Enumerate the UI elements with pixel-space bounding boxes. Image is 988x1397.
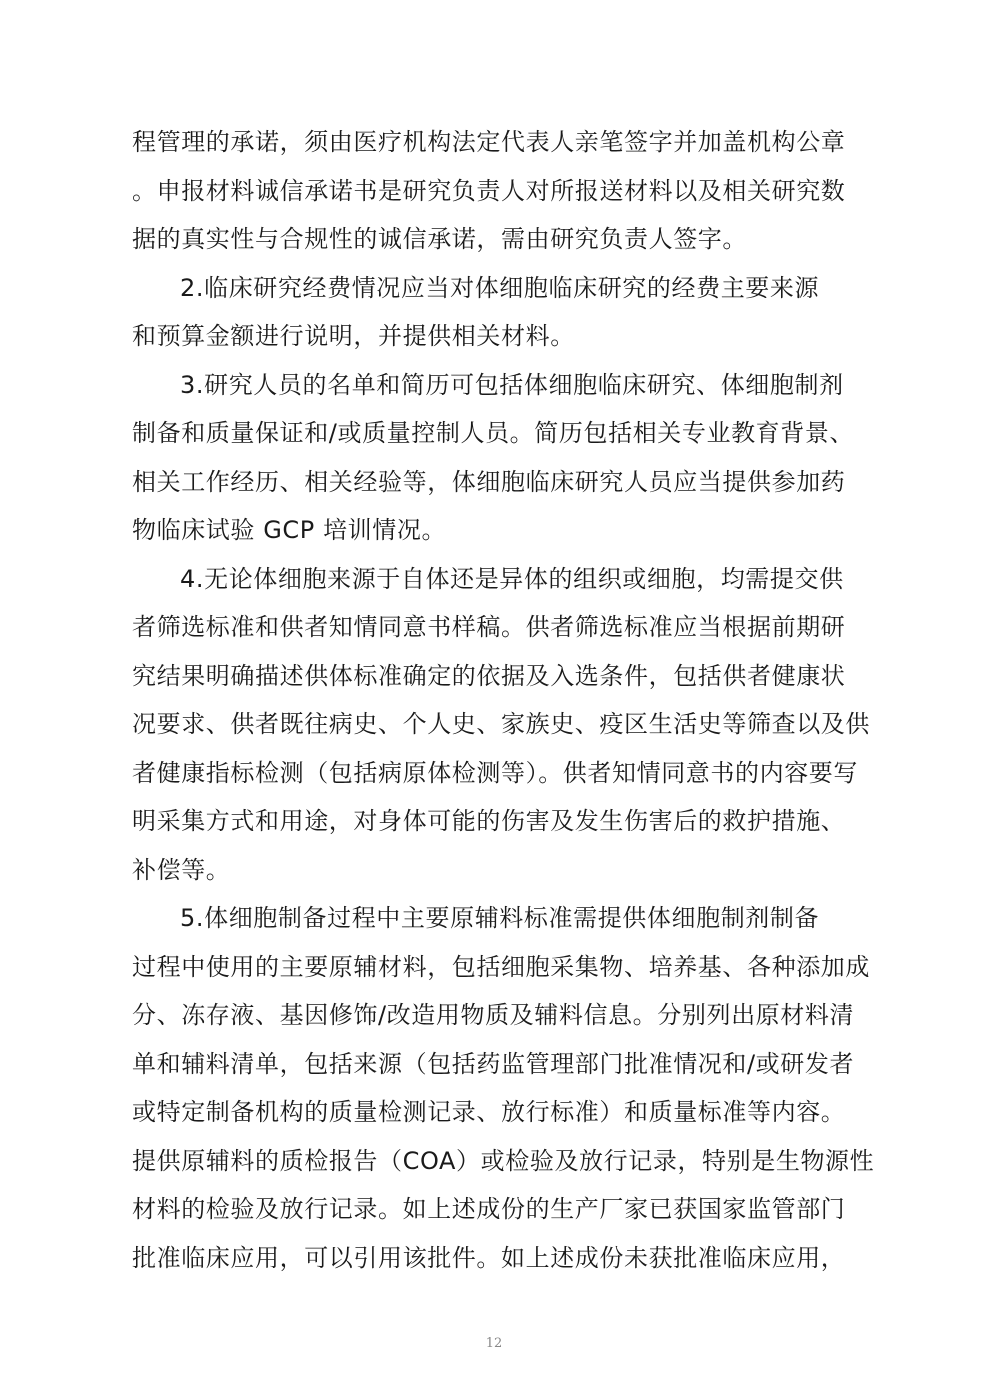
page-number: 12 (485, 1336, 503, 1351)
text-line: 程管理的承诺，须由医疗机构法定代表人亲笔签字并加盖机构公章 (132, 128, 846, 156)
text-line: 单和辅料清单，包括来源（包括药监管理部门批准情况和/或研发者 (132, 1049, 855, 1078)
text-line: 相关工作经历、相关经验等，体细胞临床研究人员应当提供参加药 (132, 467, 846, 496)
text-line: 据的真实性与合规性的诚信承诺，需由研究负责人签字。 (132, 225, 747, 253)
paragraph-3-start: 3.研究人员的名单和简历可包括体细胞临床研究、体细胞制剂 (180, 370, 844, 399)
paragraph-5-start: 5.体细胞制备过程中主要原辅料标准需提供体细胞制剂制备 (180, 904, 820, 932)
text-line: 和预算金额进行说明，并提供相关材料。 (132, 322, 575, 350)
text-line: 况要求、供者既往病史、个人史、家族史、疫区生活史等筛查以及供 (132, 710, 870, 738)
text-line: 物临床试验 GCP 培训情况。 (132, 516, 447, 544)
text-line: 或特定制备机构的质量检测记录、放行标准）和质量标准等内容。 (132, 1098, 846, 1126)
text-line: 过程中使用的主要原辅材料，包括细胞采集物、培养基、各种添加成 (132, 952, 870, 981)
text-line: 。申报材料诚信承诺书是研究负责人对所报送材料以及相关研究数 (132, 176, 846, 205)
text-line: 明采集方式和用途，对身体可能的伤害及发生伤害后的救护措施、 (132, 807, 846, 835)
body-text (132, 118, 875, 1282)
text-line: 者健康指标检测（包括病原体检测等）。供者知情同意书的内容要写 (132, 758, 858, 787)
text-line: 材料的检验及放行记录。如上述成份的生产厂家已获国家监管部门 (132, 1195, 846, 1223)
text-line: 究结果明确描述供体标准确定的依据及入选条件，包括供者健康状 (132, 661, 846, 690)
text-line: 补偿等。 (132, 855, 231, 884)
text-line: 制备和质量保证和/或质量控制人员。简历包括相关专业教育背景、 (132, 419, 855, 447)
text-line: 分、冻存液、基因修饰/改造用物质及辅料信息。分别列出原材料清 (132, 1001, 855, 1029)
text-line: 者筛选标准和供者知情同意书样稿。供者筛选标准应当根据前期研 (132, 613, 846, 641)
paragraph-2-start: 2.临床研究经费情况应当对体细胞临床研究的经费主要来源 (180, 273, 820, 302)
text-line: 提供原辅料的质检报告（COA）或检验及放行记录，特别是生物源性 (132, 1146, 875, 1175)
text-line: 批准临床应用，可以引用该批件。如上述成份未获批准临床应用， (132, 1243, 846, 1272)
paragraph-4-start: 4.无论体细胞来源于自体还是异体的组织或细胞，均需提交供 (180, 564, 844, 593)
